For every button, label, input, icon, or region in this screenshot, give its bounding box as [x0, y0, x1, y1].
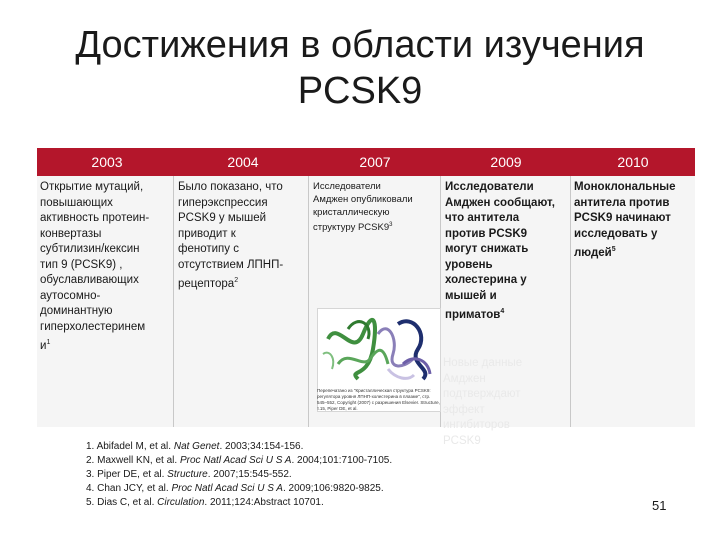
- event-2003-text: Открытие мутаций, повышающих активность протеин- конвертазы субтилизин/кексин тип 9 (PCSK9) , обуславливающих аутосомно- доминантную гиперхолестеринем $и^1$: [40, 181, 150, 352]
- page-number: 51: [652, 498, 667, 513]
- event-2004-text: Было показано, что гиперэкспрессия PCSK9 у мышей приводит к фенотипу с отсутствием ЛПНП- рецептора$^2$: [178, 181, 284, 290]
- year-2003: 2003: [91, 154, 123, 170]
- event-2009-faded-text: Новые данные Амджен подтверждают эффект ингибиторов PCSK9: [443, 357, 523, 447]
- year-2009: 2009: [490, 154, 522, 170]
- title-line-2: PCSK9: [297, 70, 423, 112]
- protein-ribbon-illustration: [318, 309, 440, 389]
- year-2010: 2010: [617, 154, 649, 170]
- year-2004: 2004: [227, 154, 259, 170]
- year-2007: 2007: [359, 154, 391, 170]
- references-list: [86, 440, 646, 510]
- figure-caption: Перепечатано из "Кристаллическая структура PCSK9: регулятора уровня ЛПНП-холестерина в плазме", стр. 545–552, Copyright (2007) с разрешения Elsevier. Structure, т.15, Piper DE, et al.: [317, 388, 440, 411]
- timeline-header: [37, 148, 695, 176]
- reference-item: 3. Piper DE, et al. Structure. 2007;15:545-552.: [86, 469, 292, 480]
- slide-title: [0, 22, 720, 114]
- reference-item: 2. Maxwell KN, et al. Proc Natl Acad Sci U S A. 2004;101:7100-7105.: [86, 455, 393, 466]
- event-2010-text: Моноклональные антитела против PCSK9 начинают исследовать у людей$^5$: [574, 181, 676, 259]
- reference-item: 5. Dias C, et al. Circulation. 2011;124:Abstract 10701.: [86, 497, 324, 508]
- event-2009-text: Исследователи Амджен сообщают, что антитела против PCSK9 могут снижать уровень холестерина у мышей и приматов$^4$: [445, 181, 555, 321]
- reference-item: 1. Abifadel M, et al. Nat Genet. 2003;34:154-156.: [86, 441, 304, 452]
- title-line-1: Достижения в области изучения: [75, 24, 645, 66]
- event-2007-text: Исследователи Амджен опубликовали кристаллическую структуру $PCSK9^3$: [313, 181, 413, 234]
- reference-item: 4. Chan JCY, et al. Proc Natl Acad Sci U S A. 2009;106:9820-9825.: [86, 483, 384, 494]
